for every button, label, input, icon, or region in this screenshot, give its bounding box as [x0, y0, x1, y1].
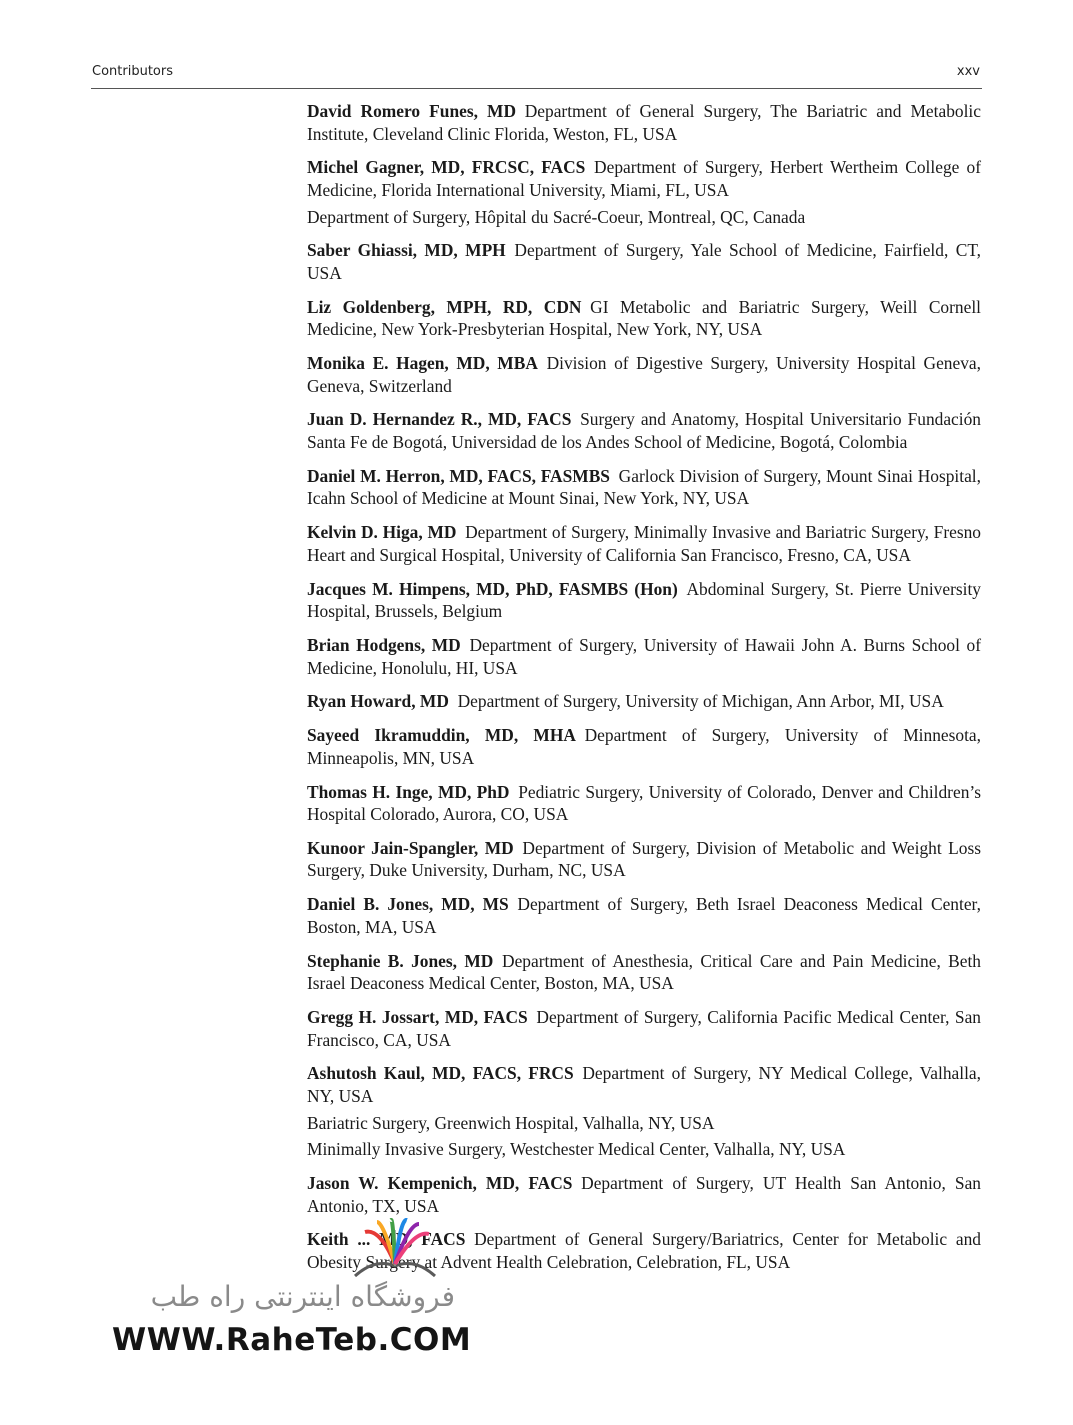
contributor-name: Ashutosh Kaul, MD, FACS, FRCS	[307, 1063, 574, 1084]
page-number: xxv	[956, 64, 980, 79]
contributor-entry	[307, 465, 981, 510]
contributor-name: Juan D. Hernandez R., MD, FACS	[307, 409, 572, 430]
contributor-affiliation: Surgery and Anatomy, Hospital Universitario Fundación Santa Fe de Bogotá, Universidad de los Andes School of Medicine, Bogotá, Colombia	[307, 409, 981, 453]
contributor-affiliation: Department of Surgery, Minimally Invasive and Bariatric Surgery, Fresno Heart and Surgical Hospital, University of California San Francisco, Fresno, CA, USA	[307, 522, 982, 565]
contributor-name: Michel Gagner, MD, FRCSC, FACS	[307, 157, 586, 178]
contributor-name: Stephanie B. Jones, MD	[307, 950, 494, 971]
contributor-entry	[307, 950, 981, 995]
contributor-entry	[307, 296, 981, 341]
contributor-entry	[307, 893, 981, 938]
contributor-name: Daniel M. Herron, MD, FACS, FASMBS	[307, 465, 610, 486]
contributor-affiliation: Department of Surgery, NY Medical College, Valhalla, NY, USA	[307, 1063, 981, 1106]
contributor-entry	[307, 837, 981, 882]
contributor-name: Thomas H. Inge, MD, PhD	[307, 781, 510, 802]
contributor-affiliation: Division of Digestive Surgery, University Hospital Geneva, Geneva, Switzerland	[307, 353, 981, 396]
contributor-name: Kelvin D. Higa, MD	[307, 522, 457, 543]
contributor-affiliation: Department of General Surgery, The Bariatric and Metabolic Institute, Cleveland Clinic Florida, Weston, FL, USA	[307, 101, 981, 144]
watermark-persian-text: فروشگاه اینترنتی راه طب	[150, 1280, 455, 1313]
contributor-name: Brian Hodgens, MD	[307, 634, 461, 655]
contributor-affiliation: Abdominal Surgery, St. Pierre University Hospital, Brussels, Belgium	[307, 578, 981, 622]
contributor-affiliation: Department of Anesthesia, Critical Care and Pain Medicine, Beth Israel Deaconess Medical Center, Boston, MA, USA	[307, 950, 981, 994]
contributor-name: Jason W. Kempenich, MD, FACS	[307, 1172, 573, 1193]
contributor-entry	[307, 1062, 981, 1160]
contributor-entry	[307, 724, 981, 769]
contributor-entry	[307, 521, 981, 566]
contributor-name: Liz Goldenberg, MPH, RD, CDN	[307, 296, 582, 317]
contributor-entry	[307, 156, 981, 228]
contributor-affiliation: Department of Surgery, University of Hawaii John A. Burns School of Medicine, Honolulu, HI, USA	[307, 634, 982, 678]
contributor-affiliation: Department of Surgery, UT Health San Antonio, San Antonio, TX, USA	[307, 1172, 981, 1216]
contributor-affiliation: Department of Surgery, Yale School of Medicine, Fairfield, CT, USA	[307, 240, 981, 283]
contributor-name: Saber Ghiassi, MD, MPH	[307, 240, 506, 261]
contributor-affiliation: Department of Surgery, University of Michigan, Ann Arbor, MI, USA	[457, 691, 944, 712]
contributor-name: Daniel B. Jones, MD, MS	[307, 894, 509, 915]
contributor-affiliation: Department of Surgery, Beth Israel Deaconess Medical Center, Boston, MA, USA	[307, 894, 981, 937]
contributor-affiliation: Pediatric Surgery, University of Colorado, Denver and Children’s Hospital Colorado, Aurora, CO, USA	[307, 781, 981, 825]
contributor-name: Keith ... MD, FACS	[307, 1229, 466, 1250]
contributor-additional-affiliation: Bariatric Surgery, Greenwich Hospital, Valhalla, NY, USA	[307, 1112, 715, 1133]
watermark-url[interactable]: WWW.RaheTeb.COM	[112, 1322, 472, 1358]
contributor-affiliation: Department of General Surgery/Bariatrics, Center for Metabolic and Obesity Surgery at Advent Health Celebration, Celebration, FL, USA	[307, 1229, 981, 1272]
contributor-name: Sayeed Ikramuddin, MD, MHA	[307, 725, 576, 746]
book-logo-icon	[335, 1218, 455, 1278]
contributor-entry	[307, 578, 981, 623]
contributor-name: Kunoor Jain-Spangler, MD	[307, 837, 514, 858]
contributor-entry	[307, 239, 981, 284]
contributor-name: Monika E. Hagen, MD, MBA	[307, 353, 538, 374]
contributor-entry	[307, 408, 981, 453]
contributor-entry	[307, 352, 981, 397]
contributor-entry	[307, 1006, 981, 1051]
contributors-list	[307, 100, 981, 1285]
contributor-affiliation: Department of Surgery, Herbert Wertheim College of Medicine, Florida International University, Miami, FL, USA	[307, 157, 981, 200]
contributor-additional-affiliation: Minimally Invasive Surgery, Westchester Medical Center, Valhalla, NY, USA	[307, 1139, 846, 1160]
page-header	[91, 62, 982, 89]
running-head: Contributors	[92, 64, 173, 79]
contributor-name: Gregg H. Jossart, MD, FACS	[307, 1007, 528, 1027]
contributor-name: David Romero Funes, MD	[307, 101, 517, 121]
watermark	[110, 1218, 470, 1368]
contributor-name: Jacques M. Himpens, MD, PhD, FASMBS (Hon)	[307, 578, 678, 599]
contributor-entry	[307, 781, 981, 826]
contributor-entry	[307, 100, 981, 145]
contributor-name: Ryan Howard, MD	[307, 691, 449, 712]
contributor-affiliation: Department of Surgery, Division of Metabolic and Weight Loss Surgery, Duke University, Durham, NC, USA	[307, 837, 981, 881]
contributor-entry	[307, 1172, 981, 1217]
contributor-additional-affiliation: Department of Surgery, Hôpital du Sacré-Coeur, Montreal, QC, Canada	[307, 206, 806, 227]
contributor-affiliation: GI Metabolic and Bariatric Surgery, Weill Cornell Medicine, New York-Presbyterian Hospital, New York, NY, USA	[307, 296, 981, 340]
contributor-entry	[307, 634, 981, 679]
contributor-affiliation: Department of Surgery, University of Minnesota, Minneapolis, MN, USA	[307, 725, 981, 768]
contributor-affiliation: Department of Surgery, California Pacific Medical Center, San Francisco, CA, USA	[307, 1007, 982, 1050]
contributor-entry	[307, 690, 981, 713]
contributor-affiliation: Garlock Division of Surgery, Mount Sinai Hospital, Icahn School of Medicine at Mount Sinai, New York, NY, USA	[307, 465, 981, 509]
